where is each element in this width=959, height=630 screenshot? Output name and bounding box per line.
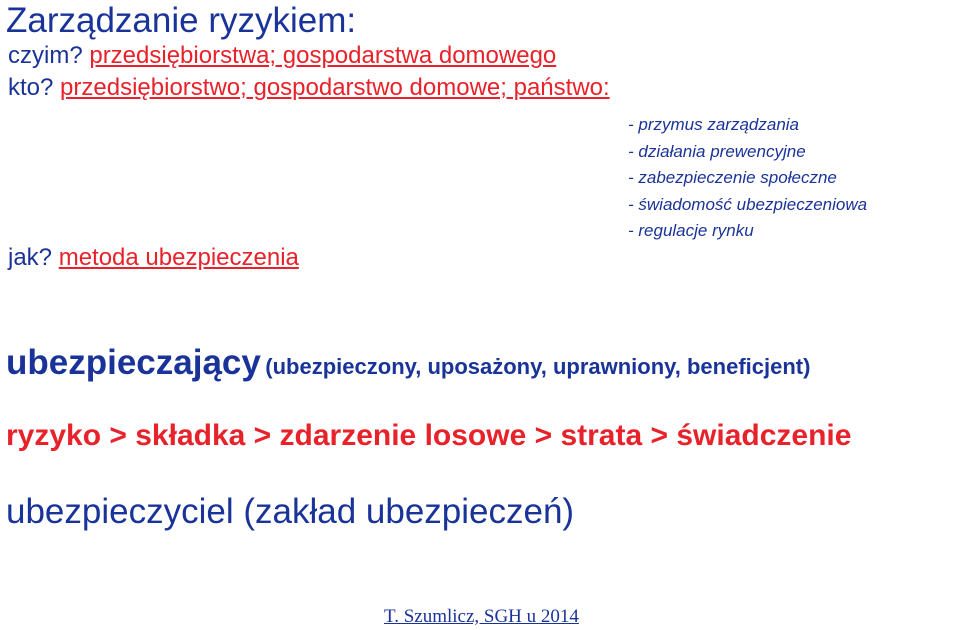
slide-title: Zarządzanie ryzykiem: xyxy=(6,1,357,40)
insurance-chain: ryzyko > składka > zdarzenie losowe > strata > świadczenie xyxy=(6,419,852,452)
ubezpieczyciel-line: ubezpieczyciel (zakład ubezpieczeń) xyxy=(6,492,575,531)
state-item: - działania prewencyjne xyxy=(628,141,806,161)
state-items-list xyxy=(628,112,867,245)
state-item: - regulacje rynku xyxy=(628,221,754,240)
czyim-label: czyim? xyxy=(8,42,83,69)
kto-value-link[interactable]: przedsiębiorstwo; gospodarstwo domowe; państwo: xyxy=(60,74,610,101)
kto-label: kto? xyxy=(8,74,54,101)
czyim-line xyxy=(8,42,556,70)
jak-label: jak? xyxy=(8,244,53,271)
jak-line xyxy=(8,244,299,272)
ubezpieczajacy-term: ubezpieczający xyxy=(6,343,261,382)
ubezpieczajacy-roles: (ubezpieczony, uposażony, uprawniony, beneficjent) xyxy=(265,354,811,379)
kto-line xyxy=(8,74,610,102)
state-item: - świadomość ubezpieczeniowa xyxy=(628,194,868,214)
footer-credit: T. Szumlicz, SGH u 2014 xyxy=(384,606,579,627)
czyim-value-link[interactable]: przedsiębiorstwa; gospodarstwa domowego xyxy=(89,42,557,69)
state-item: - przymus zarządzania xyxy=(628,115,800,134)
jak-value-link[interactable]: metoda ubezpieczenia xyxy=(58,244,299,271)
ubezpieczajacy-line xyxy=(6,340,810,393)
state-item: - zabezpieczenie społeczne xyxy=(628,168,837,187)
